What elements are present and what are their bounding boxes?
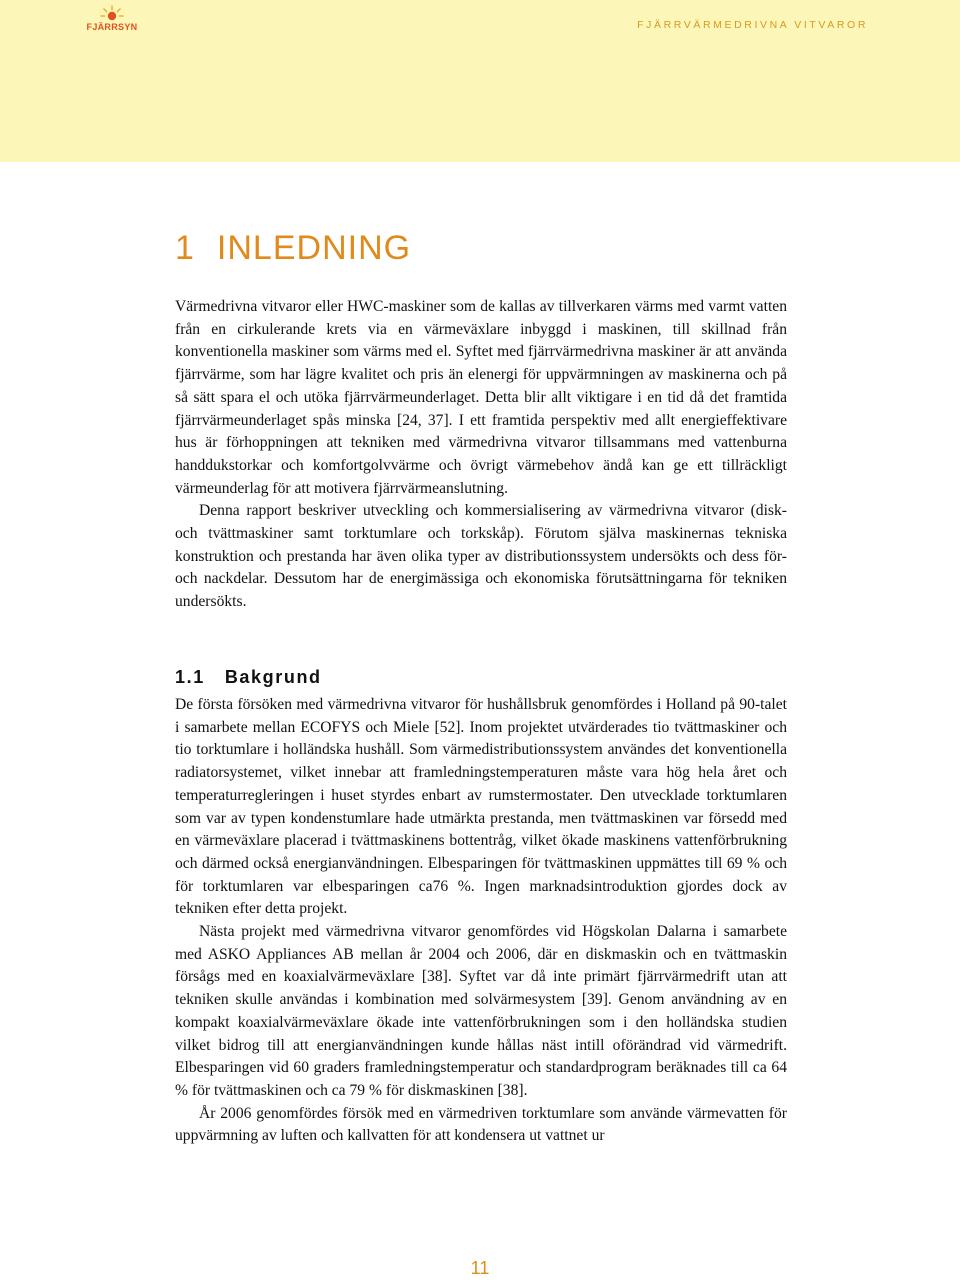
- logo-text: FJÄRRSYN: [86, 22, 138, 32]
- intro-text: [175, 296, 787, 614]
- chapter-title: [175, 229, 411, 268]
- intro-paragraph: Denna rapport beskriver utveckling och kommersialisering av värmedrivna vitvaror (disk- och tvättmaskiner samt torktumlare och torkskåp). Förutom själva maskinernas tekniska konstruktion och prestanda har även olika typer av distributionssystem undersökts och dess för- och nackdelar. Dessutom har de energimässiga och ekonomiska förutsättningarna för tekniken undersökts.: [175, 502, 787, 611]
- section-paragraph: Nästa projekt med värmedrivna vitvaror genomfördes vid Högskolan Dalarna i samarbete med ASKO Appliances AB mellan år 2004 och 2006, där en diskmaskin och en tvättmaskin försågs med en koaxialvärmeväxlare [38]. Syftet var då inte primärt fjärrvärmedrift utan att tekniken skulle användas i kombination med solvärmesystem [39]. Genom användning av en kompakt koaxialvärmeväxlare ökade inte vattenförbrukningen som i den holländska studien vilket bidrog till att energianvändningen kunde hållas näst intill oförändrad vid värmedrift. Elbesparingen vid 60 graders framledningstemperatur och standardprogram beräknades till ca 64 % för tvättmaskinen och ca 79 % för diskmaskinen [38].: [175, 923, 787, 1099]
- section-text: [175, 694, 787, 1148]
- section-title-text: Bakgrund: [224, 667, 322, 687]
- sun-icon: [82, 5, 142, 23]
- fjarrsyn-logo: [82, 5, 142, 39]
- page-number: 11: [470, 1258, 490, 1278]
- section-paragraph: De första försöken med värmedrivna vitvaror för hushållsbruk genomfördes i Holland på 90-talet i samarbete mellan ECOFYS och Miele [52]. Inom projektet utvärderades tio tvättmaskiner och tio torktumlare i holländska hushåll. Som värmedistributionssystem användes det konventionella radiatorsystemet, vilket innebar att framledningstemperaturen måste vara hög hela året och temperaturregleringen i huset styrdes enbart av rumstermostater. Den utvecklade torktumlaren som var av typen kondenstumlare hade utmärkta prestanda, men tvättmaskinen var försedd med en värmeväxlare placerad i tvättmaskinens bottentråg, vilket ökade maskinens vattenförbrukning och därmed också energianvändningen. Elbesparingen för tvättmaskinen uppmättes till 69 % och för torktumlaren var elbesparingen ca76 %. Ingen marknadsintroduktion gjordes dock av tekniken efter detta projekt.: [175, 696, 787, 918]
- header-title: FJÄRRVÄRMEDRIVNA VITVAROR: [637, 19, 868, 31]
- chapter-number: 1: [175, 229, 195, 267]
- section-paragraph: År 2006 genomfördes försök med en värmedriven torktumlare som använde värmevatten för uppvärmning av luften och kallvatten för att kondensera ut vattnet ur: [175, 1104, 787, 1145]
- chapter-title-text: INLEDNING: [216, 229, 412, 267]
- section-number: 1.1: [175, 667, 205, 687]
- section-title: [175, 667, 322, 688]
- header-band: [0, 0, 960, 162]
- intro-paragraph: Värmedrivna vitvaror eller HWC-maskiner som de kallas av tillverkaren värms med varmt vatten från en cirkulerande krets via en värmeväxlare inbyggd i maskinen, till skillnad från konventionella maskiner som värms med el. Syftet med fjärrvärmedrivna maskiner är att använda fjärrvärme, som har lägre kvalitet och pris än elenergi för uppvärmningen av maskinerna och på så sätt spara el och utöka fjärrvärmeunderlaget. Detta blir allt viktigare i en tid då det framtida fjärrvärmeunderlaget spås minska [24, 37]. I ett framtida perspektiv med allt energieffektivare hus är förhoppningen att tekniken med värmedrivna vitvaror tillsammans med vattenburna handdukstorkar och komfortgolvvärme och övrigt värmebehov ändå kan ge ett tillräckligt värmeunderlag för att motivera fjärrvärmeanslutning.: [175, 298, 787, 497]
